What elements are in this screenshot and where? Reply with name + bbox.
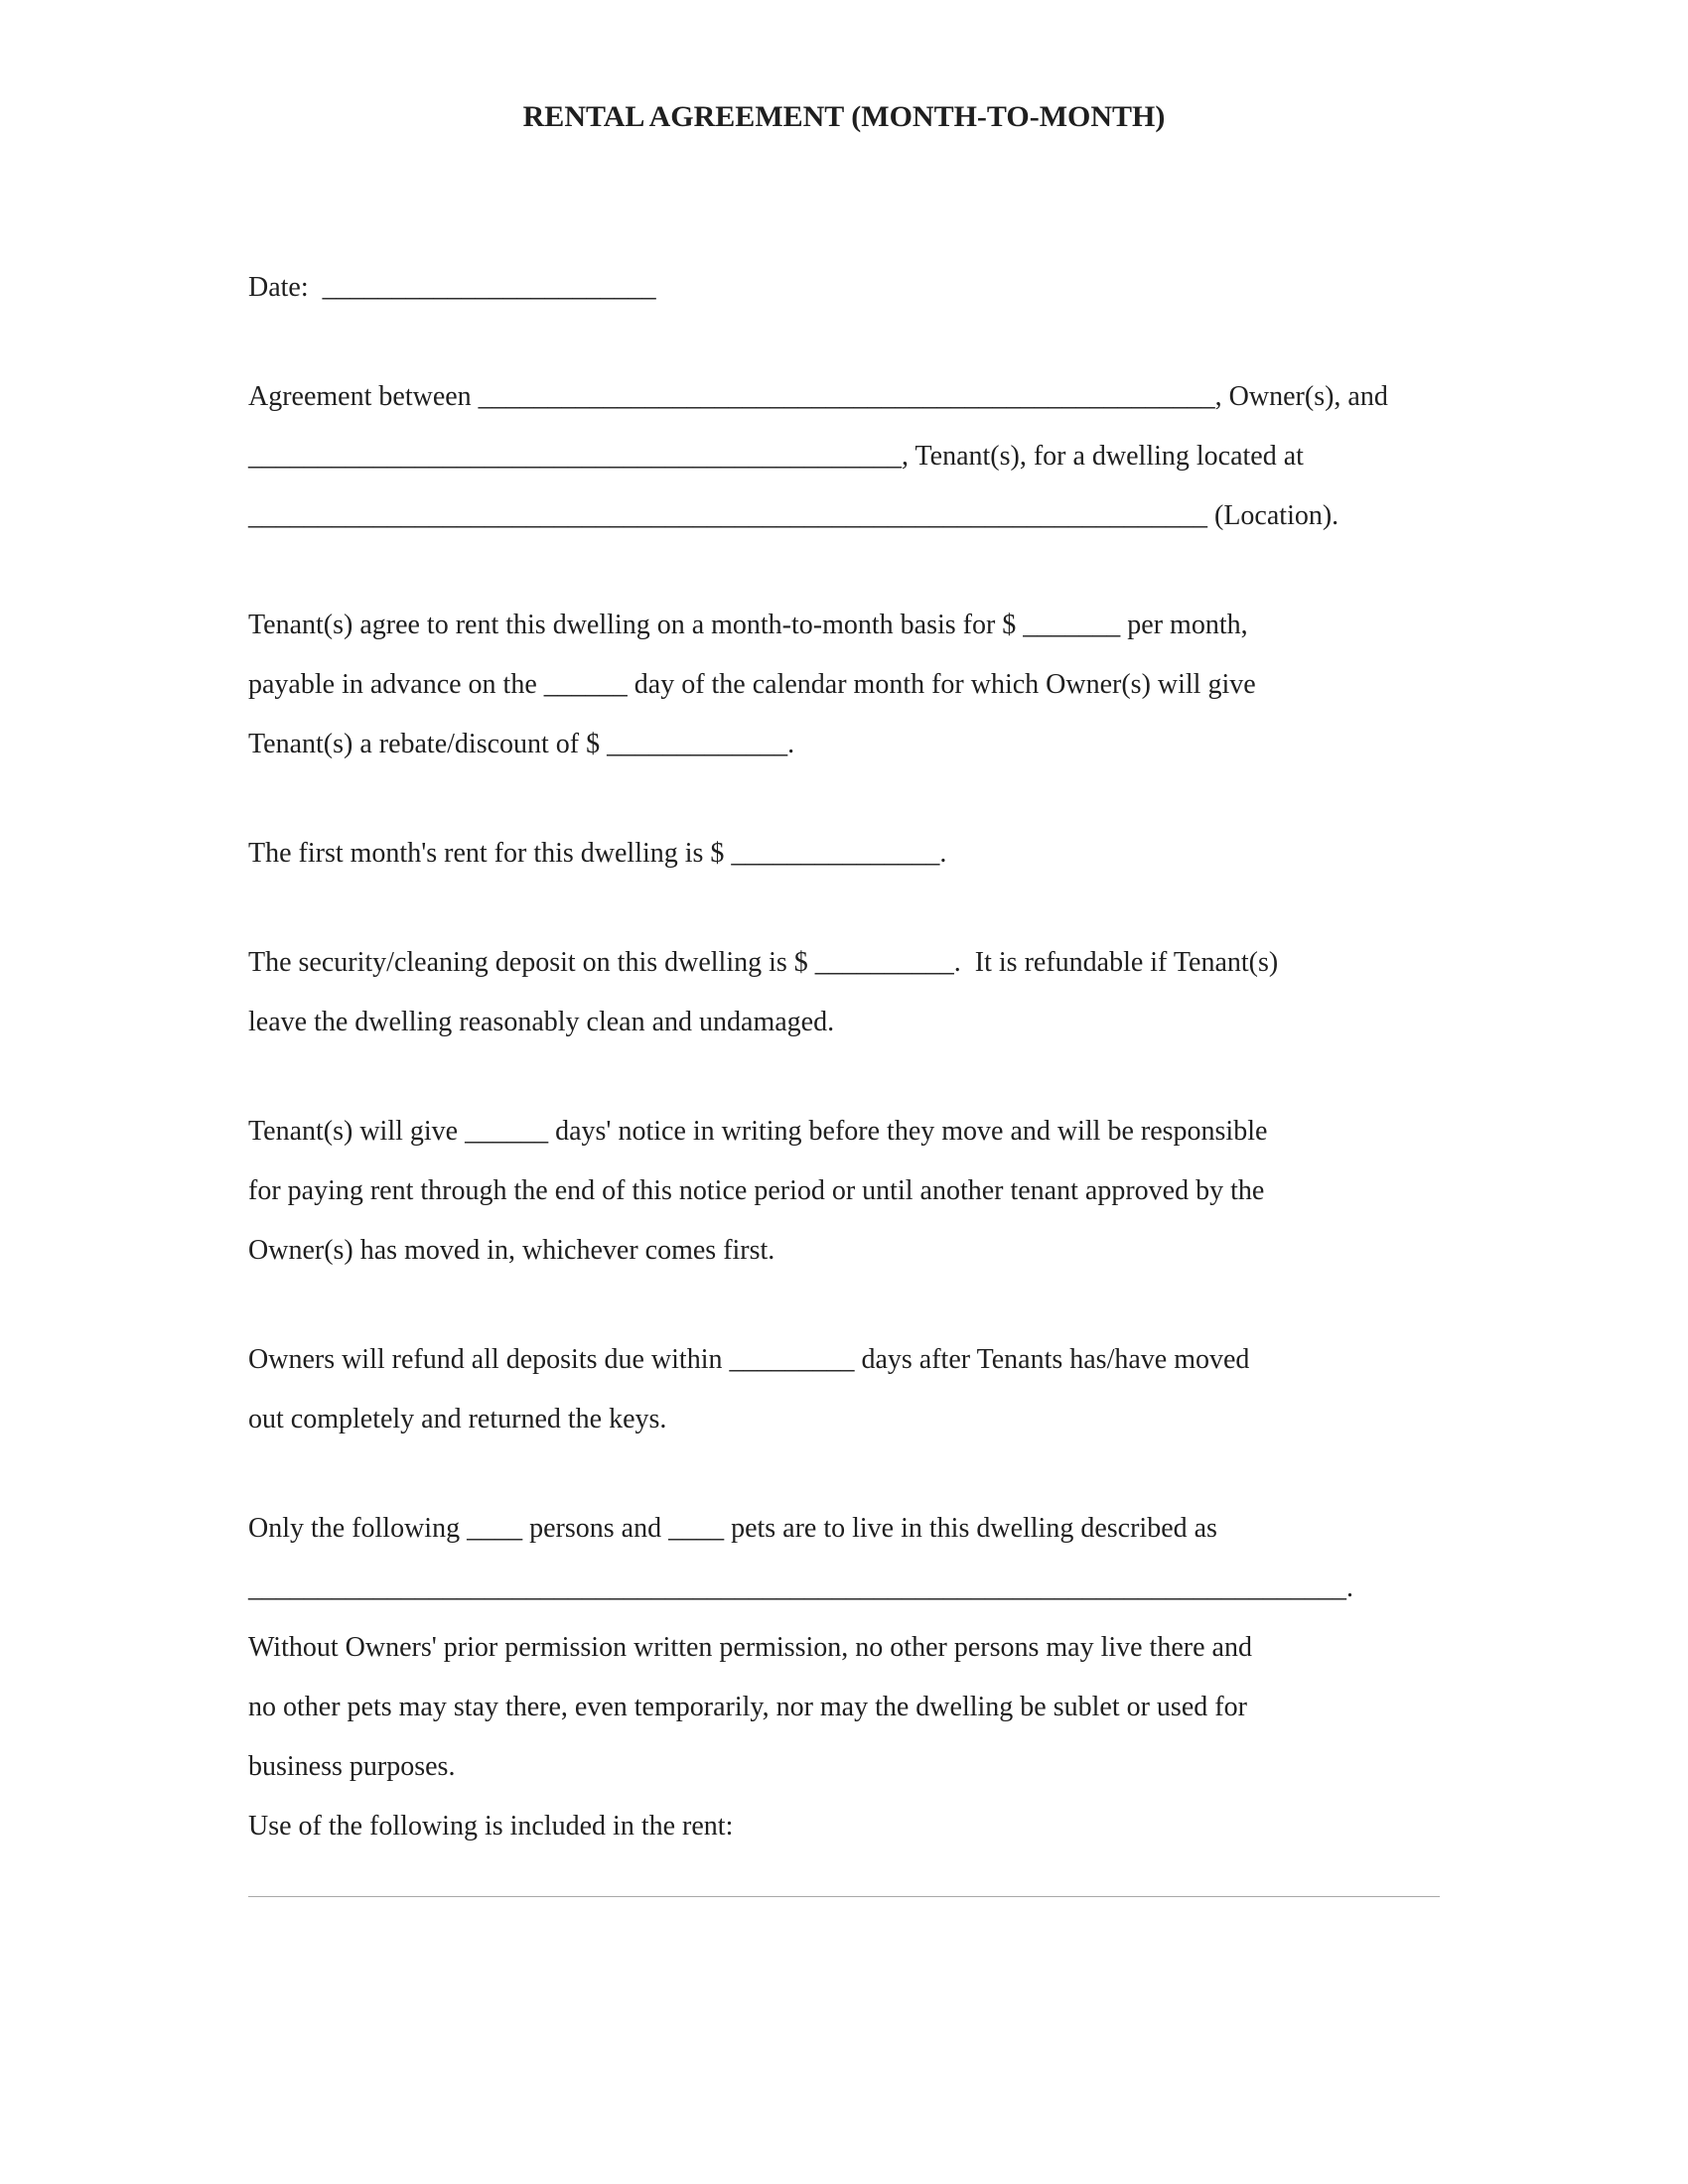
paragraph-notice xyxy=(248,1102,1440,1281)
paragraph-security-deposit xyxy=(248,933,1440,1052)
text-line: _____________________________________________________________________ (Location). xyxy=(248,500,1339,531)
text-line: business purposes. xyxy=(248,1751,456,1782)
paragraph-rent-terms xyxy=(248,596,1440,774)
date-blank-line: Date: ________________________ xyxy=(248,272,656,303)
dwelling-description-blank-line: _______________________________________________________________________________. xyxy=(248,1572,1353,1603)
text-line: Use of the following is included in the rent: xyxy=(248,1811,734,1842)
text-line: Without Owners' prior permission written permission, no other persons may live there and xyxy=(248,1632,1252,1663)
text-line: Owner(s) has moved in, whichever comes first. xyxy=(248,1235,775,1266)
paragraph-first-month-rent xyxy=(248,824,1440,884)
text-line: payable in advance on the ______ day of the calendar month for which Owner(s) will give xyxy=(248,669,1256,700)
paragraph-included-in-rent xyxy=(248,1797,1440,1856)
text-line: Tenant(s) a rebate/discount of $ _____________. xyxy=(248,729,795,759)
paragraph-permission xyxy=(248,1618,1440,1797)
text-line: Only the following ____ persons and ____ pets are to live in this dwelling described as xyxy=(248,1513,1217,1544)
paragraph-date xyxy=(248,258,1440,318)
answer-blank-rule xyxy=(248,1896,1440,1897)
text-line: The security/cleaning deposit on this dwelling is $ __________. It is refundable if Tenant(s) xyxy=(248,947,1279,978)
document-title: RENTAL AGREEMENT (MONTH-TO-MONTH) xyxy=(522,100,1166,133)
text-line: _______________________________________________, Tenant(s), for a dwelling located at xyxy=(248,441,1304,472)
text-line: The first month's rent for this dwelling is $ _______________. xyxy=(248,838,947,869)
paragraph-parties xyxy=(248,367,1440,546)
text-line: leave the dwelling reasonably clean and undamaged. xyxy=(248,1007,835,1037)
text-line: Owners will refund all deposits due within _________ days after Tenants has/have moved xyxy=(248,1344,1250,1375)
text-line: for paying rent through the end of this notice period or until another tenant approved by the xyxy=(248,1175,1265,1206)
text-line: Tenant(s) agree to rent this dwelling on a month-to-month basis for $ _______ per month, xyxy=(248,610,1248,640)
paragraph-deposit-refund xyxy=(248,1330,1440,1449)
text-line: Agreement between _____________________________________________________, Owner(s), and xyxy=(248,381,1388,412)
text-line: Tenant(s) will give ______ days' notice in writing before they move and will be responsible xyxy=(248,1116,1268,1147)
paragraph-occupants xyxy=(248,1499,1440,1618)
text-line: no other pets may stay there, even temporarily, nor may the dwelling be sublet or used for xyxy=(248,1692,1247,1722)
text-line: out completely and returned the keys. xyxy=(248,1404,667,1434)
